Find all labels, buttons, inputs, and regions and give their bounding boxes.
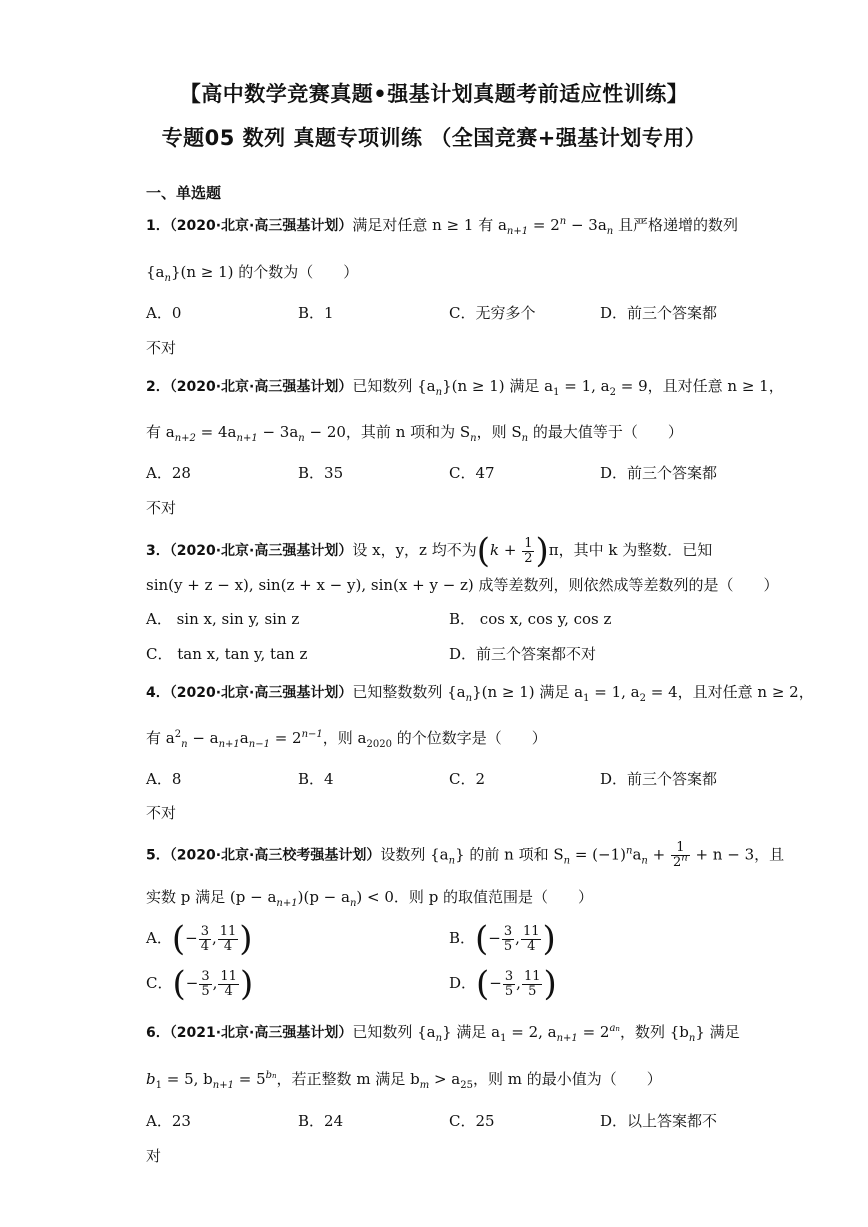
fraction: [199, 970, 211, 999]
sub: 25: [460, 1080, 473, 1091]
q6-text: b: [146, 1070, 156, 1088]
question-6-option-a[interactable]: A．23: [146, 1112, 191, 1130]
q2-text: − 20，其前 n 项和为 S: [304, 423, 471, 441]
sign: −: [185, 974, 199, 992]
sub: n: [448, 855, 456, 867]
question-1-line-2: [146, 262, 358, 282]
num: 11: [220, 968, 237, 984]
den: 5: [201, 983, 210, 999]
sub: n+1: [556, 1033, 578, 1044]
q4-text: 已知整数数列 {a: [352, 683, 466, 701]
label: D．: [449, 974, 477, 992]
num: 1: [524, 535, 533, 551]
question-6-option-d[interactable]: D．以上答案都不: [600, 1112, 718, 1130]
paren: (: [172, 964, 186, 1004]
q1-text: }(n ≥ 1) 的个数为（ ）: [170, 263, 359, 281]
q4-text: = 2: [269, 729, 302, 747]
math: k +: [489, 541, 522, 559]
sub: n+2: [174, 433, 196, 444]
document-title: 【高中数学竞赛真题•强基计划真题考前适应性训练】: [179, 82, 689, 106]
question-1-option-a[interactable]: A．0: [146, 304, 182, 322]
q6-text: = 5: [233, 1070, 266, 1088]
q4-text: a: [239, 729, 249, 747]
sup: n: [626, 845, 633, 857]
num: 3: [504, 968, 514, 984]
sub: n: [465, 693, 473, 704]
fraction: [503, 970, 515, 999]
question-4-option-d[interactable]: D．前三个答案都: [600, 770, 718, 788]
q6-text: } 满足 a: [442, 1023, 501, 1041]
sup-sub: n: [615, 1025, 620, 1033]
q1-text: = 2: [528, 216, 560, 234]
question-1-line-1: [146, 215, 738, 236]
fraction: [218, 925, 239, 954]
paren: ): [535, 531, 549, 571]
q3-text: 设 x，y，z 均不为: [352, 541, 477, 559]
question-4-option-d-wrap: 不对: [146, 804, 177, 822]
sup: n: [559, 216, 567, 227]
q2-text: }(n ≥ 1) 满足 a: [442, 377, 554, 395]
den: 4: [527, 938, 536, 954]
sup: [266, 1070, 277, 1081]
question-6-option-d-wrap: 对: [146, 1147, 162, 1165]
question-5-line-2: [146, 887, 593, 907]
sign: −: [185, 929, 198, 947]
question-3-source: 3．（2020·北京·高三强基计划）: [146, 543, 353, 559]
sub: n: [435, 1033, 443, 1044]
paren: (: [476, 531, 490, 571]
question-3-line-2: sin(y + z − x), sin(z + x − y), sin(x + y − z) 成等差数列，则依然成等差数列的是（ ）: [146, 576, 779, 594]
sub: 1: [155, 1080, 162, 1091]
sub: 2: [639, 693, 646, 704]
question-4-line-2: [146, 728, 547, 748]
q2-text: 已知数列 {a: [352, 377, 436, 395]
sub: n+1: [218, 739, 240, 750]
paren: ): [239, 964, 254, 1004]
question-1-option-b[interactable]: B．1: [298, 304, 334, 322]
q5-text: )(p − a: [297, 888, 350, 906]
q6-text: } 满足: [695, 1023, 740, 1041]
question-3-option-d[interactable]: D．前三个答案都不对: [449, 645, 597, 663]
question-1-option-c[interactable]: C．无穷多个: [449, 304, 536, 322]
q5-text: ) < 0．则 p 的取值范围是（ ）: [356, 888, 594, 906]
den: 5: [503, 938, 513, 954]
q5-text: 设数列 {a: [380, 845, 449, 864]
sign: −: [488, 929, 501, 947]
q6-text: ，数列 {b: [619, 1023, 689, 1041]
label: C．: [146, 974, 173, 992]
den: [671, 852, 690, 870]
question-2-line-1: [146, 376, 784, 397]
paren: ): [543, 964, 557, 1004]
question-6-source: 6．（2021·北京·高三强基计划）: [146, 1025, 353, 1041]
sup-sub: n: [272, 1072, 277, 1080]
q2-text: − 3a: [257, 423, 299, 441]
sub: n: [298, 433, 305, 444]
question-2-option-a[interactable]: A．28: [146, 464, 191, 482]
sub: n: [606, 226, 614, 237]
label: B．: [449, 929, 476, 947]
question-2-option-d[interactable]: D．前三个答案都: [600, 464, 718, 482]
paren: ): [542, 919, 556, 959]
question-5-option-c[interactable]: C．(− $\frac{3}{5}$ , $\frac{11}{4}$ ): [146, 964, 254, 1004]
sub: n+1: [276, 898, 298, 909]
q6-text: = 2, a: [506, 1023, 557, 1041]
sub: n: [521, 433, 529, 444]
q6-text: = 5, b: [161, 1070, 213, 1088]
question-4-line-1: [146, 682, 814, 703]
q6-text: = 2: [577, 1023, 610, 1041]
fraction: [522, 970, 543, 999]
question-3-option-b[interactable]: B． cos x, cos y, cos z: [449, 610, 612, 628]
q5-text: 实数 p 满足 (p − a: [146, 888, 277, 906]
q3-text: π，其中 k 为整数．已知: [548, 541, 713, 559]
q5-text: +: [647, 845, 670, 864]
sub: n: [164, 273, 171, 284]
question-4-source: 4．（2020·北京·高三强基计划）: [146, 685, 353, 701]
q6-text: > a: [429, 1070, 461, 1088]
sign: −: [489, 974, 502, 992]
num: 1: [671, 841, 690, 856]
sup-base: b: [265, 1070, 273, 1081]
sub: n: [349, 898, 357, 909]
question-1-source: 1．（2020·北京·高三强基计划）: [146, 218, 353, 234]
question-1-option-d-wrap: 不对: [146, 339, 177, 357]
fraction: [502, 925, 514, 954]
question-5-option-d[interactable]: D．(− $\frac{3}{5}$ , $\frac{11}{5}$ ): [449, 964, 557, 1004]
question-1-option-d[interactable]: D．前三个答案都: [600, 304, 718, 322]
num: 11: [522, 923, 540, 939]
sub: n: [181, 739, 188, 750]
question-6-option-b[interactable]: B．24: [298, 1112, 344, 1130]
q4-text: }(n ≥ 1) 满足 a: [472, 683, 584, 701]
den: 4: [200, 938, 209, 954]
fraction: [199, 925, 211, 954]
sub: 1: [583, 693, 590, 704]
q5-text: + n − 3，且: [690, 845, 785, 864]
q1-text: 满足对任意 n ≥ 1 有 a: [352, 216, 507, 234]
q1-text: {a: [146, 263, 165, 281]
sup-base: a: [609, 1023, 616, 1034]
document-subtitle: 专题05 数列 真题专项训练 （全国竞赛+强基计划专用）: [161, 126, 707, 150]
q5-text: = (−1): [570, 845, 626, 864]
num: 11: [219, 923, 237, 939]
question-3-option-c[interactable]: C． tan x, tan y, tan z: [146, 645, 308, 663]
sub: n−1: [248, 739, 270, 750]
sub: n+1: [236, 433, 258, 444]
sup: n: [681, 852, 688, 864]
question-5-option-b[interactable]: B．(− $\frac{3}{5}$ , $\frac{11}{4}$ ): [449, 919, 556, 959]
question-2-source: 2．（2020·北京·高三强基计划）: [146, 379, 353, 395]
q6-text: ，则 m 的最小值为（ ）: [472, 1070, 662, 1088]
den: 5: [528, 983, 537, 999]
paren: (: [476, 964, 490, 1004]
question-4-option-c[interactable]: C．2: [449, 770, 486, 788]
question-5-source: 5．（2020·北京·高三校考强基计划）: [146, 847, 381, 864]
q4-text: 的个位数字是（ ）: [391, 729, 547, 747]
sub: n: [435, 387, 443, 398]
fraction: [218, 970, 239, 999]
question-6-option-c[interactable]: C．25: [449, 1112, 495, 1130]
paren: (: [171, 919, 186, 959]
q2-text: = 4a: [195, 423, 237, 441]
sub: m: [419, 1080, 430, 1091]
q1-text: − 3a: [566, 216, 607, 234]
question-6-line-1: [146, 1022, 740, 1043]
q2-text: 的最大值等于（ ）: [528, 423, 683, 441]
sup: n−1: [301, 729, 323, 740]
sup: 2: [174, 729, 182, 740]
sub: n: [641, 855, 648, 867]
q4-text: ，则 a: [322, 729, 367, 747]
paren: (: [475, 919, 489, 959]
sup: [609, 1023, 619, 1034]
question-2-line-2: [146, 422, 683, 442]
sub: 1: [553, 387, 560, 398]
q1-text: 且严格递增的数列: [613, 216, 739, 234]
fraction: [521, 925, 542, 954]
q2-text: = 9，且对任意 n ≥ 1，: [616, 377, 784, 395]
num: 11: [523, 968, 541, 984]
sub: n: [470, 433, 477, 444]
q2-text: ，则 S: [476, 423, 522, 441]
den: 4: [224, 983, 233, 999]
q4-text: = 4，且对任意 n ≥ 2，: [646, 683, 814, 701]
num: 3: [200, 923, 209, 939]
question-4-option-b[interactable]: B．4: [298, 770, 334, 788]
sub: n: [563, 855, 571, 867]
q6-text: ，若正整数 m 满足 b: [276, 1070, 420, 1088]
question-3-line-1: [146, 531, 713, 571]
den: 4: [223, 938, 233, 954]
sub: 1: [500, 1033, 507, 1044]
den: 5: [504, 983, 514, 999]
q6-text: 已知数列 {a: [352, 1023, 436, 1041]
question-2-option-d-wrap: 不对: [146, 499, 177, 517]
question-6-line-2: [146, 1069, 662, 1089]
sub: 2020: [366, 739, 392, 750]
question-3-option-a[interactable]: A． sin x, sin y, sin z: [146, 610, 300, 628]
fraction: [522, 537, 534, 566]
question-2-option-b[interactable]: B．35: [298, 464, 344, 482]
q4-text: − a: [187, 729, 219, 747]
num: 3: [503, 923, 513, 939]
den: 2: [524, 550, 533, 566]
label: A．: [146, 929, 172, 947]
sub: 2: [609, 387, 616, 398]
q2-text: 有 a: [146, 423, 175, 441]
q5-text: a: [632, 845, 642, 864]
question-5-option-a[interactable]: A．(− $\frac{3}{4}$ , $\frac{11}{4}$ ): [146, 919, 253, 959]
sub: n+1: [212, 1080, 234, 1091]
question-4-option-a[interactable]: A．8: [146, 770, 182, 788]
question-2-option-c[interactable]: C．47: [449, 464, 495, 482]
section-heading: 一、单选题: [146, 184, 222, 202]
question-5-line-1: [146, 841, 784, 870]
q4-text: = 1, a: [589, 683, 640, 701]
q5-text: } 的前 n 项和 S: [455, 845, 564, 864]
paren: ): [239, 919, 253, 959]
fraction: [671, 841, 690, 870]
den-base: 2: [672, 855, 682, 870]
q2-text: = 1, a: [559, 377, 610, 395]
sub: n: [688, 1033, 696, 1044]
q4-text: 有 a: [146, 729, 175, 747]
sub: n+1: [506, 226, 529, 237]
num: 3: [201, 968, 210, 984]
